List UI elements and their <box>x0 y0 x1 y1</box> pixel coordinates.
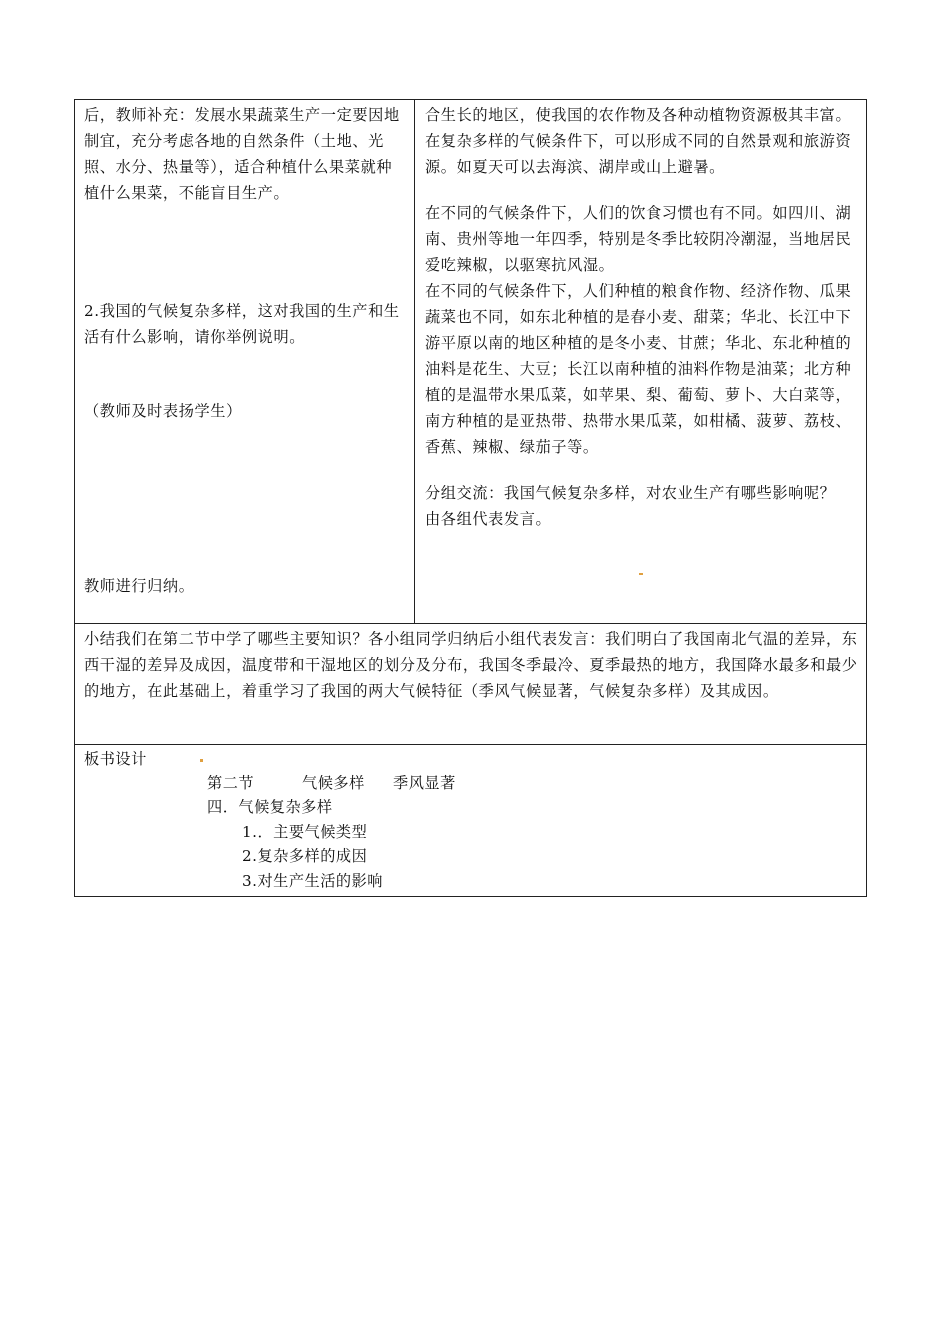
crops-text: 在不同的气候条件下，人们种植的粮食作物、经济作物、瓜果蔬菜也不同，如东北种植的是春小麦、甜菜；华北、长江中下游平原以南的地区种植的是冬小麦、甘蔗；华北、东北种植的油料是花生、大豆；长江以南种植的油料作物是油菜；北方种植的是温带水果瓜菜，如苹果、梨、葡萄、萝卜、大白菜等，南方种植的是亚热带、热带水果瓜菜，如柑橘、菠萝、荔枝、香蕉、辣椒、绿茄子等。 <box>425 282 852 456</box>
group-discussion-text: 分组交流：我国气候复杂多样，对农业生产有哪些影响呢？ <box>425 484 836 502</box>
board-section: 第二节 <box>207 774 255 792</box>
board-title-2: 季风显著 <box>393 774 456 792</box>
diet-text: 在不同的气候条件下，人们的饮食习惯也有不同。如四川、湖南、贵州等地一年四季，特别是冬季比较阴冷潮湿，当地居民爱吃辣椒，以驱寒抗风湿。 <box>425 204 852 274</box>
activity-row <box>75 100 866 623</box>
stray-mark <box>200 759 203 762</box>
board-design-row <box>75 744 866 896</box>
summary-text: 小结我们在第二节中学了哪些主要知识？各小组同学归纳后小组代表发言：我们明白了我国南北气温的差异，东西干湿的差异及成因，温度带和干湿地区的划分及分布，我国冬季最冷、夏季最热的地方，我国降水最多和最少的地方，在此基础上，着重学习了我国的两大气候特征（季风气候显著，气候复杂多样）及其成因。 <box>84 630 858 700</box>
student-activity-cell <box>415 100 866 623</box>
board-item-3: 3.对生产生活的影响 <box>242 872 383 890</box>
resources-text: 合生长的地区，使我国的农作物及各种动植物资源极其丰富。 <box>425 106 852 124</box>
board-design-cell <box>75 745 866 896</box>
lesson-plan-table <box>74 99 867 897</box>
summary-row <box>75 623 866 744</box>
board-subheading: 四．气候复杂多样 <box>207 798 333 816</box>
board-item-1: 1.．主要气候类型 <box>242 823 368 841</box>
teacher-praise-note: （教师及时表扬学生） <box>84 402 242 420</box>
board-title-1: 气候多样 <box>302 774 365 792</box>
summary-cell <box>75 624 866 744</box>
teacher-summary-note: 教师进行归纳。 <box>84 577 195 595</box>
board-item-2: 2.复杂多样的成因 <box>242 847 368 865</box>
teacher-supplement-text: 后，教师补充：发展水果蔬菜生产一定要因地制宜，充分考虑各地的自然条件（土地、光照、水分、热量等），适合种植什么果菜就种植什么果菜，不能盲目生产。 <box>84 106 400 202</box>
landscape-text: 在复杂多样的气候条件下，可以形成不同的自然景观和旅游资源。如夏天可以去海滨、湖岸或山上避暑。 <box>425 132 852 176</box>
group-report-text: 由各组代表发言。 <box>425 510 552 528</box>
climate-impact-question: 2.我国的气候复杂多样，这对我国的生产和生活有什么影响，请你举例说明。 <box>84 302 400 346</box>
stray-mark <box>639 573 643 575</box>
board-heading: 板书设计 <box>84 750 147 768</box>
teacher-activity-cell <box>75 100 415 623</box>
